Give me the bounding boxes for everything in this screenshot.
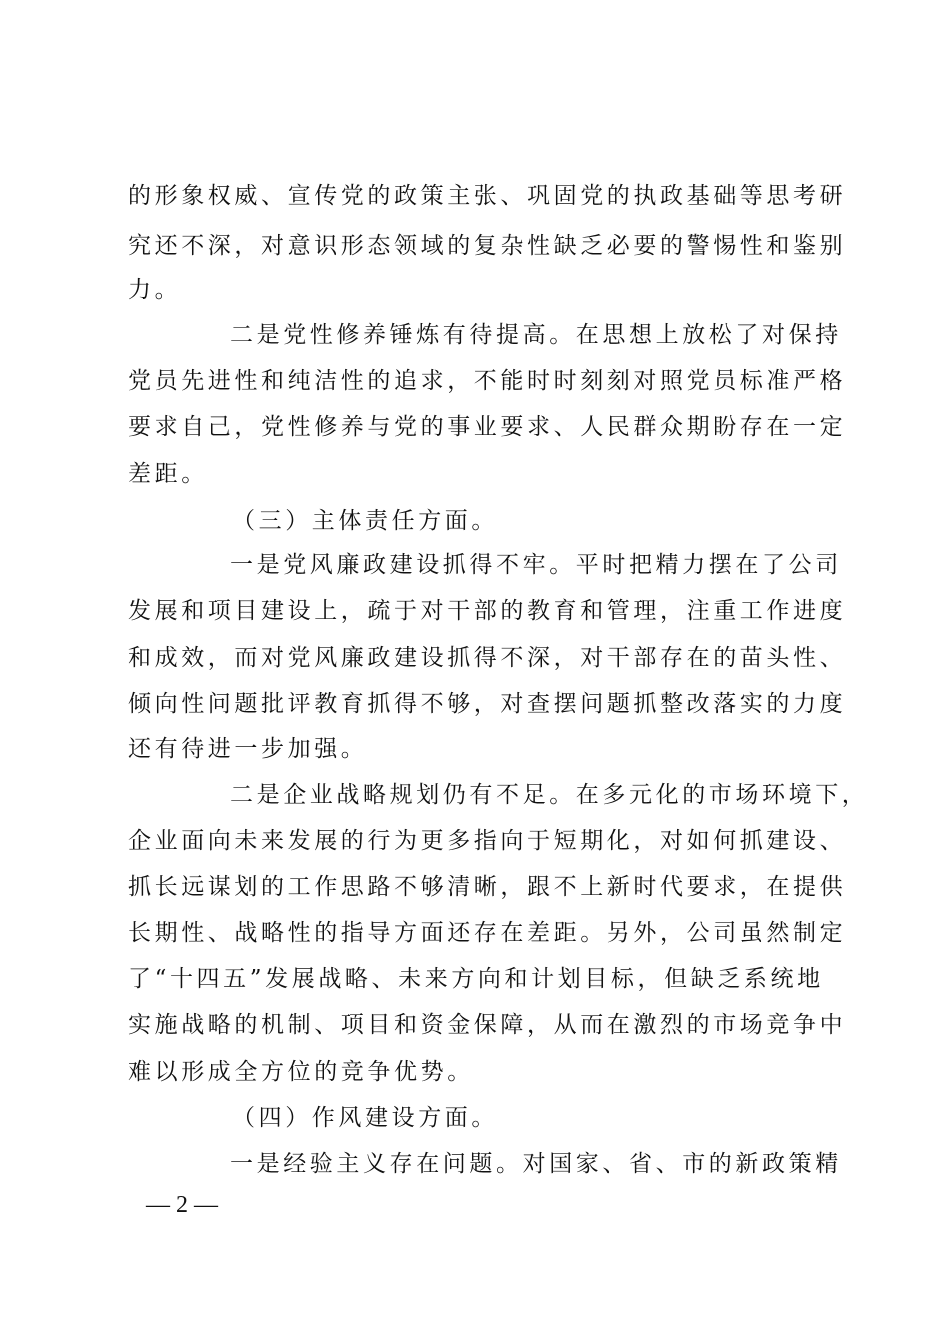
text-line: 抓长远谋划的工作思路不够清晰，跟不上新时代要求，在提供 [128,874,847,900]
page-number: — 2 — [146,1192,218,1218]
text-line: 党员先进性和纯洁性的追求，不能时时刻刻对照党员标准严格 [128,368,847,394]
paragraph-start-line: 二是党性修养锤炼有待提高。在思想上放松了对保持 [230,322,842,348]
text-line: 力。 [128,277,182,303]
text-line: 的形象权威、宣传党的政策主张、巩固党的执政基础等思考研 [128,183,847,209]
text-line: 长期性、战略性的指导方面还存在差距。另外，公司虽然制定 [128,920,847,946]
text-line: 发展和项目建设上，疏于对干部的教育和管理，注重工作进度 [128,598,847,624]
text-line: 企业面向未来发展的行为更多指向于短期化，对如何抓建设、 [128,828,847,854]
text-line: 难以形成全方位的竞争优势。 [128,1059,474,1085]
paragraph-start-line: 一是党风廉政建设抓得不牢。平时把精力摆在了公司 [230,552,842,578]
text-line: 差距。 [128,461,208,487]
text-line: 实施战略的机制、项目和资金保障，从而在激烈的市场竞争中 [128,1012,847,1038]
paragraph-start-line: 一是经验主义存在问题。对国家、省、市的新政策精 [230,1151,842,1177]
text-line: 倾向性问题批评教育抓得不够，对查摆问题抓整改落实的力度 [128,691,847,717]
paragraph-start-line: 二是企业战略规划仍有不足。在多元化的市场环境下， [230,782,869,808]
text-line: 究还不深，对意识形态领域的复杂性缺乏必要的警惕性和鉴别 [128,233,847,259]
text-line: 了“十四五”发展战略、未来方向和计划目标，但缺乏系统地 [128,966,824,992]
text-line: 还有待进一步加强。 [128,736,368,762]
section-heading-4: （四）作风建设方面。 [232,1105,498,1131]
text-line: 要求自己，党性修养与党的事业要求、人民群众期盼存在一定 [128,414,847,440]
text-line: 和成效，而对党风廉政建设抓得不深，对干部存在的苗头性、 [128,645,847,671]
section-heading-3: （三）主体责任方面。 [232,508,498,534]
